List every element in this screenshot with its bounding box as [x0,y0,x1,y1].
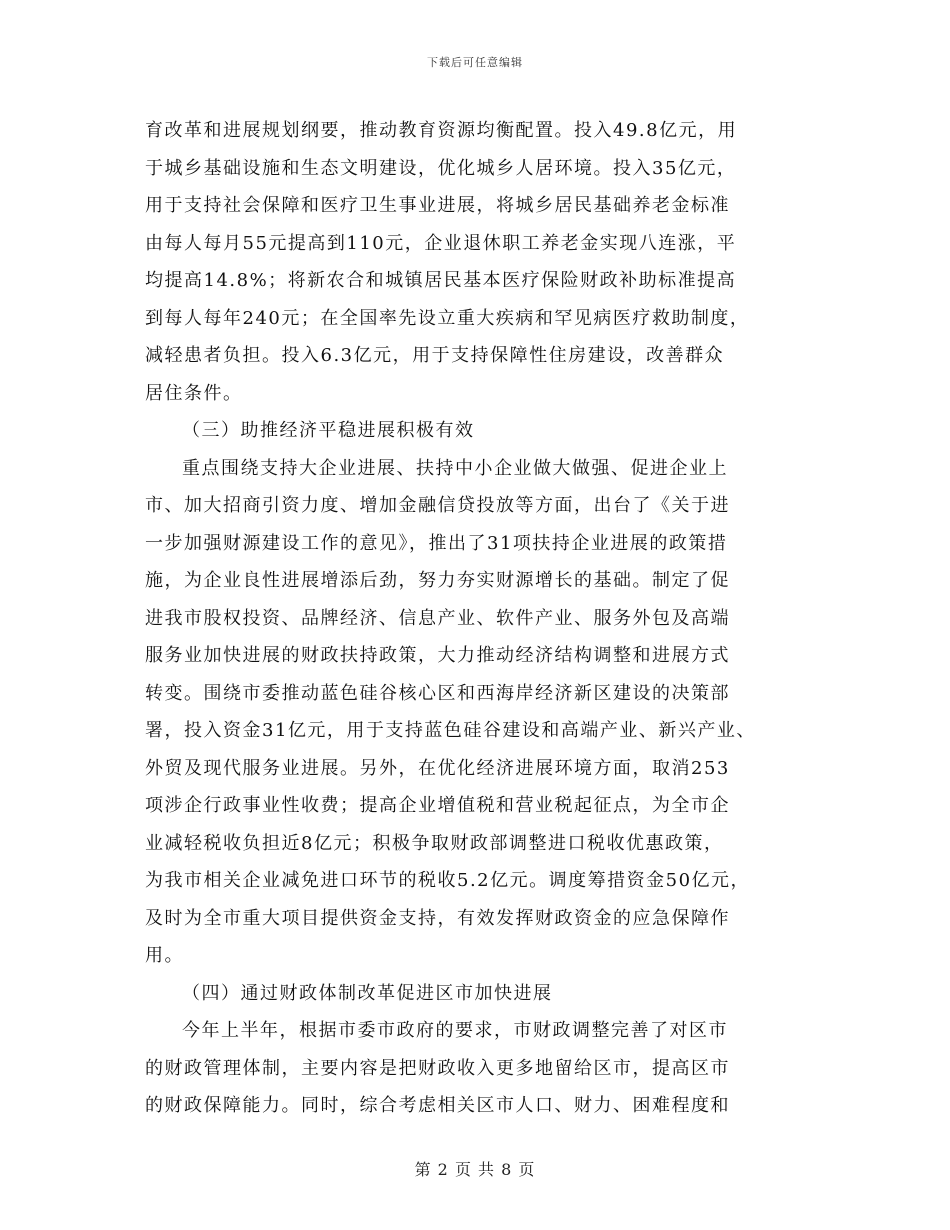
section-heading: （三）助推经济平稳进展积极有效 [182,420,475,441]
text-line: 重点围绕支持大企业进展、扶持中小企业做大做强、促进企业上 [182,457,728,479]
text-line: 及时为全市重大项目提供资金支持，有效发挥财政资金的应急保障作 [145,907,730,929]
text-line: 居住条件。 [145,382,243,404]
text-line: 市、加大招商引资力度、增加金融信贷投放等方面，出台了《关于进 [145,495,730,516]
text-line: 转变。围绕市委推动蓝色硅谷核心区和西海岸经济新区建设的决策部 [145,682,730,704]
text-line: 署，投入资金31亿元，用于支持蓝色硅谷建设和高端产业、新兴产业、 [145,720,756,741]
text-line: 于城乡基础设施和生态文明建设，优化城乡人居环境。投入35亿元， [145,157,737,179]
text-line: 育改革和进展规划纲要，推动教育资源均衡配置。投入49.8亿元，用 [145,120,738,141]
text-line: 的财政管理体制，主要内容是把财政收入更多地留给区市，提高区市 [145,1057,730,1079]
text-line: 到每人每年240元；在全国率先设立重大疾病和罕见病医疗救助制度， [145,307,750,329]
text-line: 用于支持社会保障和医疗卫生事业进展，将城乡居民基础养老金标准 [145,195,730,216]
text-line: 今年上半年，根据市委市政府的要求，市财政调整完善了对区市 [182,1020,728,1041]
text-line: 均提高14.8%；将新农合和城镇居民基本医疗保险财政补助标准提高 [145,270,737,291]
text-line: 为我市相关企业减免进口环节的税收5.2亿元。调度筹措资金50亿元， [145,870,751,891]
text-line: 外贸及现代服务业进展。另外，在优化经济进展环境方面，取消253 [145,757,730,779]
text-line: 项涉企行政事业性收费；提高企业增值税和营业税起征点，为全市企 [145,795,730,816]
text-line: 业减轻税收负担近8亿元；积极争取财政部调整进口税收优惠政策， [145,832,724,854]
text-line: 一步加强财源建设工作的意见》，推出了31项扶持企业进展的政策措 [145,532,728,554]
text-line: 减轻患者负担。投入6.3亿元，用于支持保障性住房建设，改善群众 [145,345,725,366]
page-footer: 第 2 页 共 8 页 [414,1160,536,1179]
section-heading: （四）通过财政体制改革促进区市加快进展 [182,982,553,1004]
text-line: 服务业加快进展的财政扶持政策，大力推动经济结构调整和进展方式 [145,645,730,666]
text-line: 由每人每月55元提高到110元，企业退休职工养老金实现八连涨，平 [145,232,737,254]
document-body [145,112,815,1125]
text-line: 用。 [145,945,184,966]
text-line: 施，为企业良性进展增添后劲，努力夯实财源增长的基础。制定了促 [145,570,730,591]
text-line: 进我市股权投资、品牌经济、信息产业、软件产业、服务外包及高端 [145,607,730,629]
text-line: 的财政保障能力。同时，综合考虑相关区市人口、财力、困难程度和 [145,1095,730,1116]
page-header: 下载后可任意编辑 [427,56,523,69]
